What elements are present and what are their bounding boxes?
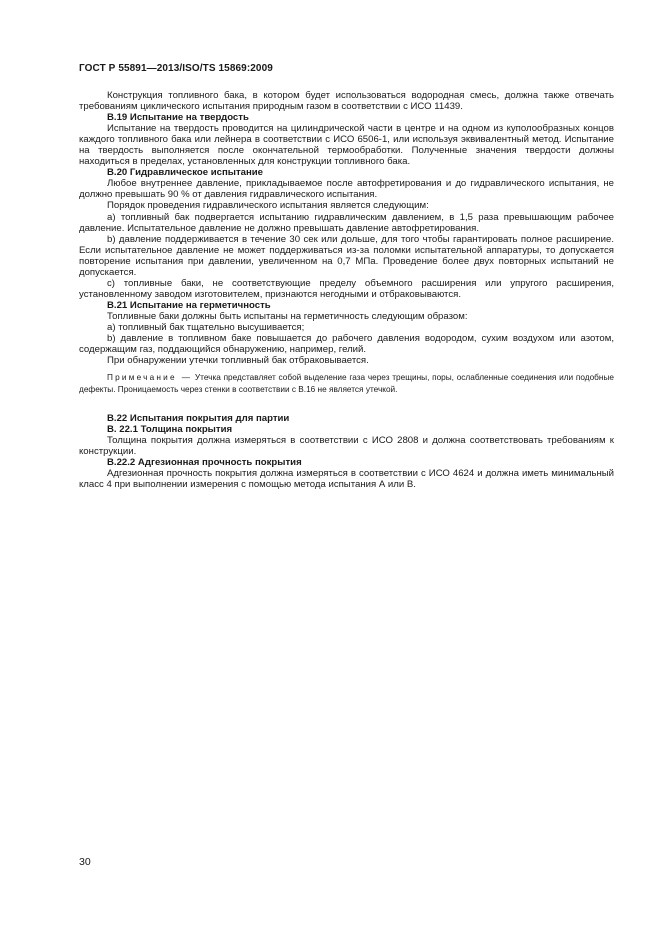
list-item: а) топливный бак тщательно высушивается; [107, 321, 305, 333]
paragraph: При обнаружении утечки топливный бак отбраковывается. [107, 355, 369, 367]
page-number: 30 [79, 856, 91, 868]
paragraph: Порядок проведения гидравлического испытания является следующим: [107, 200, 429, 212]
section-heading-b222: В.22.2 Адгезионная прочность покрытия [107, 457, 302, 469]
paragraph: Толщина покрытия должна измеряться в соответствии с ИСО 2808 и должна соответствовать требованиям к конструкции. [79, 435, 614, 458]
list-item: а) топливный бак подвергается испытанию гидравлическим давлением, в 1,5 раза превышающим рабочее давление. Испытательное давление не должно превышать давление автофретирования. [79, 211, 614, 234]
paragraph: Топливные баки должны быть испытаны на герметичность следующим образом: [107, 310, 468, 322]
paragraph: Испытание на твердость проводится на цилиндрической части в центре и на одном из куполообразных концов каждого топливного бака или лейнера в соответствии с ИСО 6506-1, или используя эквивалентный метод. Испытание на твердость выполняется после окончательной термообработки. Полученные значения твердости должны находиться в пределах, установленных для конструкции топливного бака. [79, 123, 614, 168]
list-item: b) давление поддерживается в течение 30 сек или дольше, для того чтобы гарантировать полное расширение. Если испытательное давление не может поддерживаться из-за поломки испытательной аппаратуры, то допускается повторение испытания при давлении, увеличенном на 0,7 МПа. Проведение более двух повторных испытаний не допускается. [79, 233, 614, 278]
document-body [79, 90, 614, 491]
section-heading-b221: В. 22.1 Толщина покрытия [107, 424, 233, 436]
list-item: с) топливные баки, не соответствующие пределу объемного расширения или упругого расширения, установленному заводом изготовителем, признаются негодными и отбраковываются. [79, 277, 614, 300]
section-heading-b20: В.20 Гидравлическое испытание [107, 167, 264, 179]
section-heading-b19: В.19 Испытание на твердость [107, 112, 249, 124]
note-text: Утечка представляет собой выделение газа через трещины, поры, ослабленные соединения или подобные дефекты. Проницаемость через стенки в соответствии с В.16 не является утечкой. [79, 373, 614, 394]
note [79, 372, 614, 395]
section-heading-b21: В.21 Испытание на герметичность [107, 299, 271, 311]
paragraph: Конструкция топливного бака, в котором будет использоваться водородная смесь, должна также отвечать требованиям циклического испытания природным газом в соответствии с ИСО 11439. [79, 90, 614, 113]
note-prefix: Примечание — [107, 373, 193, 383]
paragraph: Любое внутреннее давление, прикладываемое после автофретирования и до гидравлического испытания, не должно превышать 90 % от давления гидравлического испытания. [79, 178, 614, 201]
document-header: ГОСТ Р 55891—2013/ISO/TS 15869:2009 [79, 63, 273, 74]
paragraph: Адгезионная прочность покрытия должна измеряться в соответствии с ИСО 4624 и должна иметь минимальный класс 4 при выполнении измерения с помощью метода испытания А или В. [79, 468, 614, 491]
section-heading-b22: В.22 Испытания покрытия для партии [107, 413, 290, 425]
list-item: b) давление в топливном баке повышается до рабочего давления водородом, сухим воздухом или азотом, содержащим газ, поддающийся обнаружению, например, гелий. [79, 333, 614, 356]
